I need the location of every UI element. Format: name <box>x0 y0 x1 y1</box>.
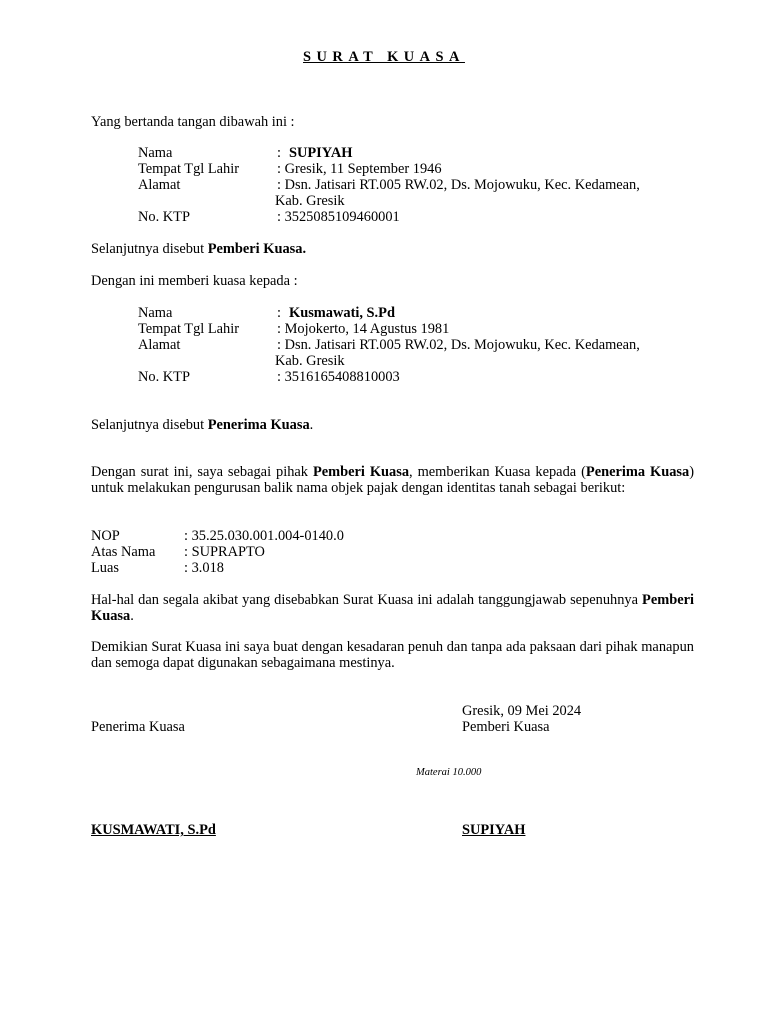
penerima-alamat-label: Alamat <box>138 337 181 353</box>
tanggungjawab-suffix: . <box>130 608 134 624</box>
body-text-2: , memberikan Kuasa kepada ( <box>409 464 586 480</box>
penerima-nama-colon: : <box>277 305 281 321</box>
nop-label: NOP <box>91 528 120 544</box>
body-bold-pemberi: Pemberi Kuasa <box>312 464 410 480</box>
atas-nama-label: Atas Nama <box>91 544 156 560</box>
body-bold-penerima: Penerima Kuasa <box>585 464 690 480</box>
penerima-ttl-value: : Mojokerto, 14 Agustus 1981 <box>277 321 450 337</box>
penerima-nama-label: Nama <box>138 305 173 321</box>
penerima-ktp-label: No. KTP <box>138 369 190 385</box>
penerima-alamat-value-line2: Kab. Gresik <box>275 353 345 369</box>
disebut-penerima-prefix: Selanjutnya disebut <box>91 417 208 433</box>
penerima-alamat-value-line1: : Dsn. Jatisari RT.005 RW.02, Ds. Mojowuku, Kec. Kedamean, <box>277 337 640 353</box>
penerima-ttl-label: Tempat Tgl Lahir <box>138 321 240 337</box>
pemberi-nama-colon: : <box>277 145 281 161</box>
place-date: Gresik, 09 Mei 2024 <box>462 703 582 719</box>
pemberi-ktp-value: : 3525085109460001 <box>277 209 400 225</box>
disebut-pemberi-bold: Pemberi Kuasa. <box>207 241 307 257</box>
luas-label: Luas <box>91 560 119 576</box>
memberi-kuasa-text: Dengan ini memberi kuasa kepada : <box>91 273 298 289</box>
pemberi-nama-label: Nama <box>138 145 173 161</box>
nop-value: : 35.25.030.001.004-0140.0 <box>184 528 344 544</box>
left-signatory-name: KUSMAWATI, S.Pd <box>91 822 216 838</box>
luas-value: : 3.018 <box>184 560 224 576</box>
body-text-1: Dengan surat ini, saya sebagai pihak <box>91 464 313 480</box>
disebut-pemberi-text <box>91 241 306 257</box>
penerima-nama-value: Kusmawati, S.Pd <box>289 305 395 321</box>
tanggungjawab-paragraph <box>91 592 694 624</box>
tanggungjawab-text: Hal-hal dan segala akibat yang disebabkan Surat Kuasa ini adalah tanggungjawab sepenuhnya <box>91 592 643 608</box>
left-role: Penerima Kuasa <box>91 719 185 735</box>
pemberi-ktp-label: No. KTP <box>138 209 190 225</box>
disebut-pemberi-prefix: Selanjutnya disebut <box>91 241 208 257</box>
disebut-penerima-bold: Penerima Kuasa <box>207 417 310 433</box>
disebut-penerima-suffix: . <box>309 417 314 433</box>
pemberi-alamat-label: Alamat <box>138 177 181 193</box>
pemberi-nama-value: SUPIYAH <box>289 145 353 161</box>
materai-label: Materai 10.000 <box>416 767 482 778</box>
body-paragraph <box>91 464 694 496</box>
right-signatory-name: SUPIYAH <box>462 822 526 838</box>
disebut-penerima-text <box>91 417 313 433</box>
penutup-paragraph: Demikian Surat Kuasa ini saya buat dengan kesadaran penuh dan tanpa ada paksaan dari pihak manapun dan semoga dapat digunakan sebagaimana mestinya. <box>91 639 694 671</box>
document-title: SURAT KUASA <box>303 49 465 65</box>
body-text-3: ) untuk melakukan pengurusan balik nama objek pajak dengan identitas tanah sebagai berikut: <box>91 464 694 496</box>
intro-text: Yang bertanda tangan dibawah ini : <box>91 114 295 130</box>
pemberi-alamat-value-line1: : Dsn. Jatisari RT.005 RW.02, Ds. Mojowuku, Kec. Kedamean, <box>277 177 640 193</box>
pemberi-ttl-label: Tempat Tgl Lahir <box>138 161 240 177</box>
pemberi-ttl-value: : Gresik, 11 September 1946 <box>277 161 442 177</box>
tanggungjawab-bold: Pemberi Kuasa <box>91 592 694 624</box>
atas-nama-value: : SUPRAPTO <box>184 544 265 560</box>
pemberi-alamat-value-line2: Kab. Gresik <box>275 193 345 209</box>
penerima-ktp-value: : 3516165408810003 <box>277 369 400 385</box>
right-role: Pemberi Kuasa <box>462 719 550 735</box>
